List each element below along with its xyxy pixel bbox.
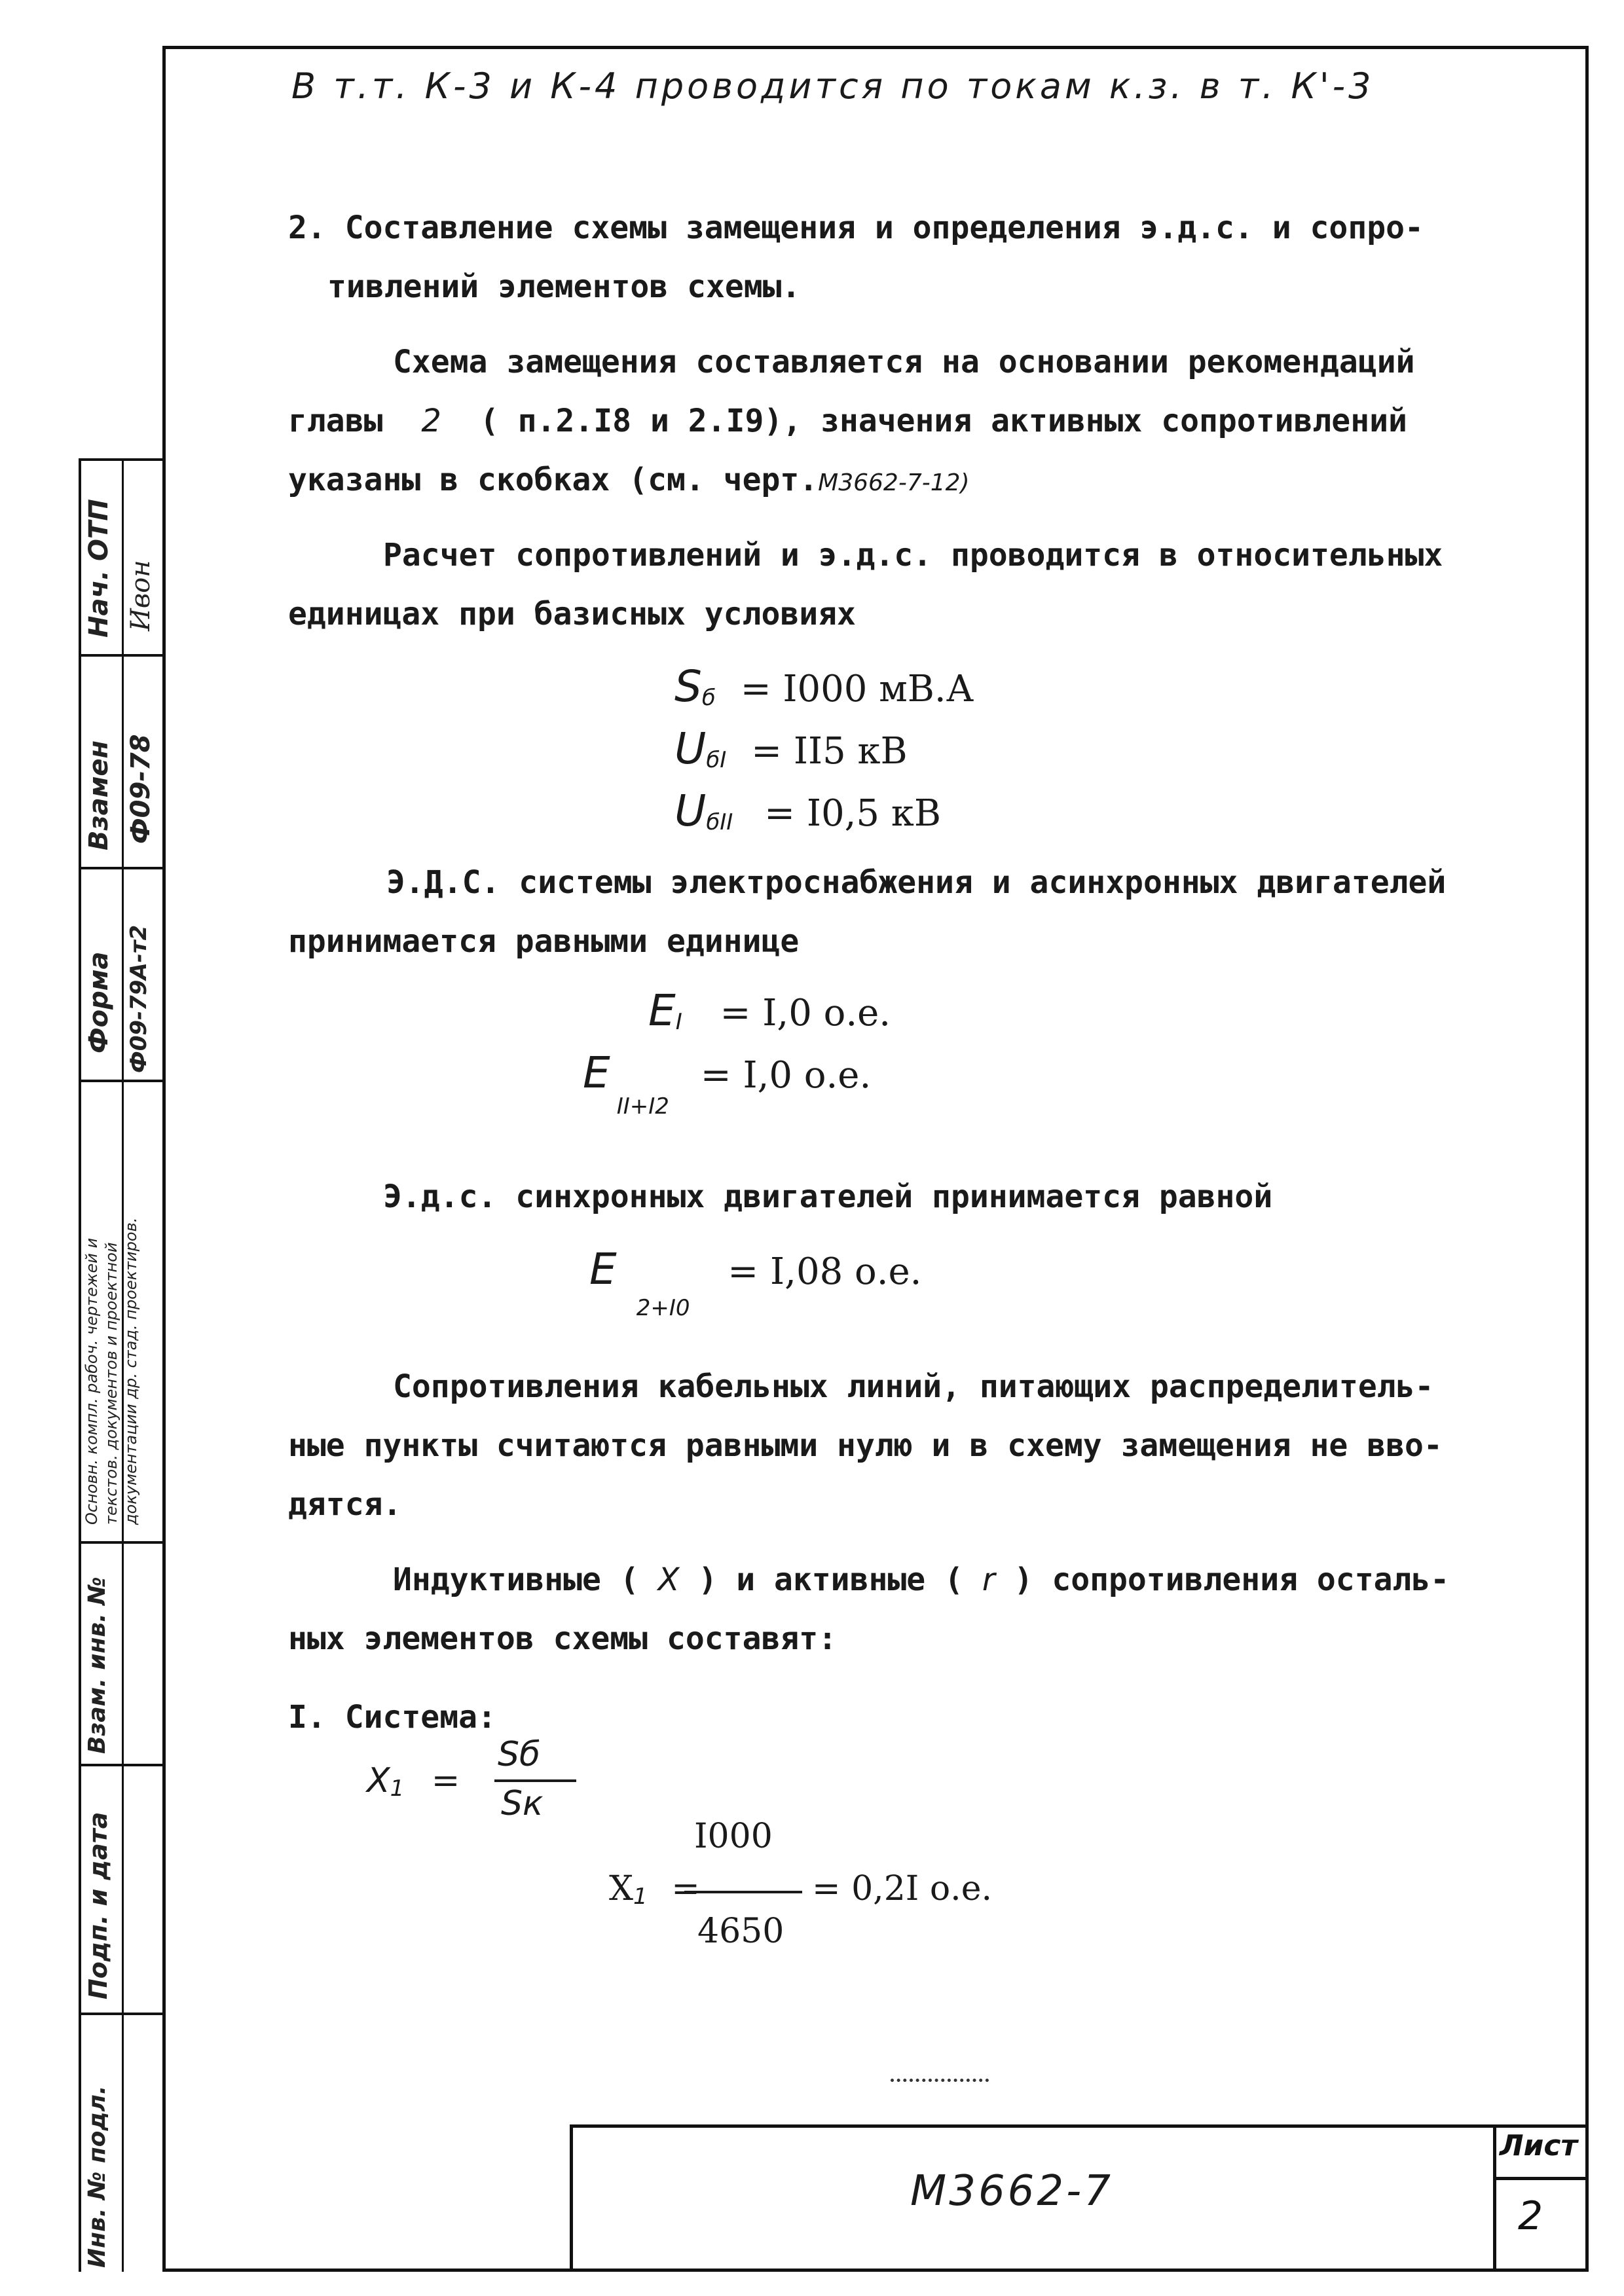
nach-signature: Ивон [126, 560, 156, 631]
sheet-cell-divider [1496, 2177, 1588, 2180]
strip-rule [81, 1080, 162, 1082]
base-voltage-1-sub: бI [706, 747, 727, 773]
calc-result: = 0,2I о.е. [812, 1869, 993, 1908]
strip-rule [81, 867, 162, 869]
base-voltage-2 [674, 786, 941, 836]
p1-rest: ( п.2.I8 и 2.I9), значения активных сопротивлений [479, 403, 1407, 439]
base-voltage-2-sub: бII [706, 809, 733, 835]
vzamen-label: Взамен [84, 740, 114, 850]
x1-sub: 1 [390, 1776, 405, 1802]
paragraph-1-line3 [288, 462, 970, 498]
base-power-symbol: S [674, 661, 702, 712]
forma-code: Ф09-79А-т2 [126, 924, 152, 1073]
strip-rule [81, 1764, 162, 1766]
strip-rule [81, 1541, 162, 1544]
strip-rule [81, 2013, 162, 2015]
emf-system [648, 985, 891, 1036]
base-power [674, 661, 974, 712]
p1-chapter-number: 2 [421, 403, 441, 439]
osnov-line2: текстов. документов и проектной [102, 1242, 120, 1525]
p1-glavy: главы [288, 403, 383, 439]
calc-frac-line [684, 1891, 802, 1893]
section-heading-line2: тивлений элементов схемы. [327, 268, 801, 305]
paragraph-6-line1 [393, 1561, 1449, 1598]
section-heading-line1: 2. Составление схемы замещения и определения э.д.с. и сопро- [288, 210, 1424, 246]
calc-den: 4650 [697, 1912, 784, 1951]
p6-inductive: Индуктивные ( [393, 1561, 639, 1598]
x1-num-text: Sб [498, 1735, 541, 1774]
base-voltage-1-value: = II5 кВ [751, 730, 908, 773]
p6-r-symbol: r [982, 1561, 995, 1598]
p6-x-symbol: X [657, 1561, 680, 1598]
x1-frac-line [494, 1779, 576, 1782]
paragraph-2-line2: единицах при базисных условиях [288, 596, 856, 632]
podp-data-label: Подп. и дата [84, 1812, 113, 1999]
emf-sync-value: = I,08 о.е. [728, 1250, 922, 1293]
emf-system-symbol: E [648, 985, 676, 1036]
x1-equals: = [431, 1761, 460, 1800]
calc-num: I000 [694, 1817, 773, 1856]
x1-frac-num [498, 1735, 540, 1774]
calc-symbol: X [609, 1869, 634, 1908]
emf-async-value: = I,0 о.е. [700, 1054, 872, 1097]
sheet-number: 2 [1518, 2193, 1543, 2239]
emf-sync-symbol: E [589, 1244, 617, 1294]
osnov-line3: документации др. стад. проектиров. [122, 1217, 140, 1525]
handwritten-note: В т.т. К-3 и К-4 проводится по токам к.з. в т. К'-3 [291, 65, 1375, 107]
p6-rest: ) сопротивления осталь- [1014, 1561, 1450, 1598]
paragraph-3-line2: принимается равными единице [288, 923, 800, 960]
document-code: М3662-7 [910, 2167, 1113, 2215]
calc-lhs [609, 1869, 700, 1910]
base-power-sub: б [701, 685, 716, 711]
vzam-inv-label: Взам. инв. № [84, 1576, 111, 1754]
system-heading: I. Система: [288, 1699, 496, 1736]
paragraph-6-line2: ных элементов схемы составят: [288, 1620, 838, 1657]
emf-sync-sub: 2+I0 [636, 1295, 690, 1321]
emf-system-sub: I [675, 1009, 682, 1035]
calc-equals: = [671, 1869, 700, 1908]
p6-active: ) и активные ( [698, 1561, 963, 1598]
base-voltage-2-value: = I0,5 кВ [764, 792, 942, 835]
emf-async-symbol: E [583, 1048, 610, 1098]
emf-system-value: = I,0 о.е. [720, 992, 891, 1034]
base-voltage-1 [674, 723, 908, 774]
vzamen-code: Ф09-78 [126, 734, 156, 844]
paragraph-2-line1: Расчет сопротивлений и э.д.с. проводится в относительных [383, 537, 1443, 574]
x1-den-text: Sк [501, 1784, 544, 1823]
emf-async [583, 1048, 871, 1120]
paragraph-5-line3: дятся. [288, 1486, 402, 1523]
paragraph-1-line1: Схема замещения составляется на основании рекомендаций [393, 344, 1415, 380]
paragraph-4-line1: Э.д.с. синхронных двигателей принимается равной [383, 1178, 1273, 1215]
stamp-strip [79, 458, 162, 2272]
sheet-label: Лист [1500, 2129, 1578, 2162]
forma-label: Форма [84, 951, 114, 1053]
p1-ukazany: указаны в скобках (см. черт. [288, 462, 819, 498]
x1-formula-lhs [367, 1761, 460, 1802]
base-voltage-1-symbol: U [674, 723, 707, 774]
inv-podl-label: Инв. № подл. [84, 2085, 111, 2268]
paragraph-5-line1: Сопротивления кабельных линий, питающих распределитель- [393, 1368, 1434, 1405]
nach-otp-label: Нач. ОТП [84, 499, 114, 638]
base-voltage-2-symbol: U [674, 786, 707, 836]
paragraph-5-line2: ные пункты считаются равными нулю и в схему замещения не вво- [288, 1427, 1443, 1464]
strip-rule [81, 654, 162, 657]
x1-symbol: X [367, 1761, 390, 1800]
emf-async-sub: II+I2 [616, 1093, 669, 1120]
decorative-dash [891, 2079, 989, 2082]
osnov-line1: Основн. компл. рабоч. чертежей и [83, 1237, 101, 1525]
x1-frac-den [501, 1784, 543, 1823]
emf-sync [589, 1244, 921, 1321]
base-power-value: = I000 мВ.А [740, 668, 974, 710]
paragraph-1-line2 [288, 403, 1407, 439]
paragraph-3-line1: Э.Д.С. системы электроснабжения и асинхронных двигателей [386, 864, 1447, 901]
calc-sub: 1 [633, 1884, 648, 1910]
p1-drawing-ref: М3662-7-12) [818, 469, 970, 496]
